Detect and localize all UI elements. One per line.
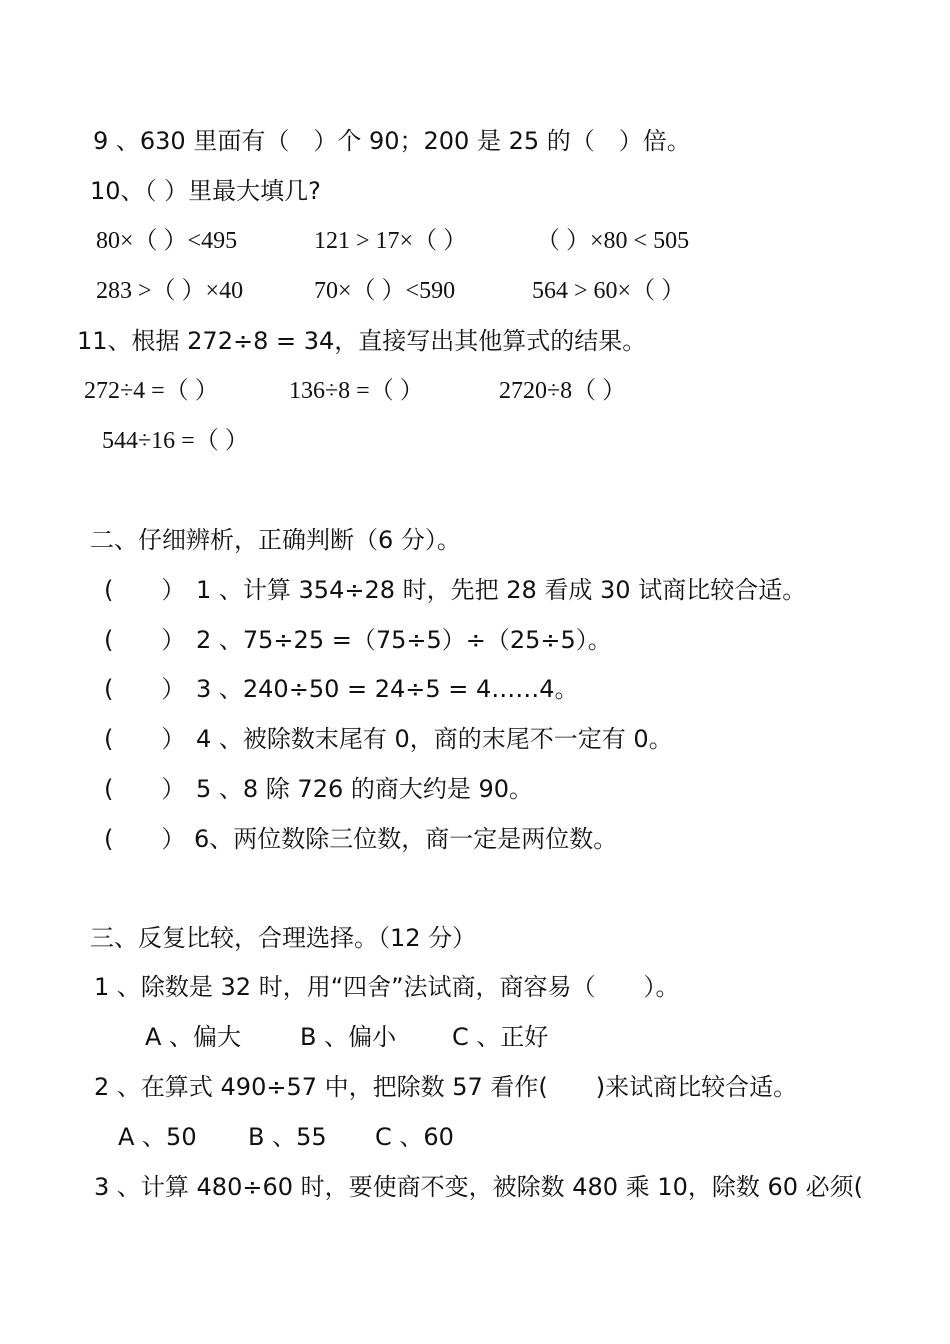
option-b: B 、偏小: [300, 1023, 397, 1051]
option-c: C 、正好: [452, 1023, 549, 1051]
q11-expr: 544÷16 =（ ）: [102, 428, 249, 454]
judge-item-4: [104, 724, 864, 754]
judge-item-5: [104, 774, 864, 804]
choice-q3: 3 、计算 480÷60 时，要使商不变，被除数 480 乘 10，除数 60 必须(: [94, 1173, 864, 1201]
q10-expr: 283 >（ ）×40: [96, 278, 244, 304]
judge-item-3: [104, 674, 864, 704]
section2-heading: 二、仔细辨析，正确判断（6 分）。: [90, 526, 461, 554]
choice-q1-options: [145, 1022, 745, 1052]
section3-heading: 三、反复比较，合理选择。（12 分）: [90, 924, 477, 952]
q11-title: 11、根据 272÷8 = 34，直接写出其他算式的结果。: [77, 327, 647, 355]
answer-paren: ( ）: [104, 775, 186, 803]
judge-text: 2 、75÷25 =（75÷5）÷（25÷5）。: [196, 626, 612, 654]
q11-row-2: [102, 426, 249, 456]
q10-title: 10、（ ）里最大填几?: [90, 177, 321, 205]
q11-expr: 136÷8 =（ ）: [289, 378, 424, 404]
q10-row-2: [96, 276, 856, 306]
q10-expr: 70×（ ）<590: [314, 278, 456, 304]
choice-q2-options: [118, 1122, 718, 1152]
judge-text: 1 、计算 354÷28 时，先把 28 看成 30 试商比较合适。: [196, 576, 807, 604]
choice-q2: 2 、在算式 490÷57 中，把除数 57 看作( )来试商比较合适。: [94, 1073, 798, 1101]
option-c: C 、60: [375, 1123, 454, 1151]
judge-item-1: [104, 575, 864, 605]
judge-item-6: [104, 824, 864, 854]
judge-text: 6、两位数除三位数，商一定是两位数。: [194, 825, 618, 853]
answer-paren: ( ）: [104, 626, 186, 654]
q11-row-1: [84, 376, 844, 406]
q10-expr: （ ）×80 < 505: [536, 228, 690, 254]
q9-line: 9 、630 里面有（ ）个 90；200 是 25 的（ ）倍。: [93, 127, 691, 155]
answer-paren: ( ）: [104, 725, 186, 753]
option-a: A 、偏大: [145, 1023, 242, 1051]
q10-row-1: [96, 226, 856, 256]
q10-expr: 80×（ ）<495: [96, 228, 238, 254]
option-b: B 、55: [248, 1123, 327, 1151]
answer-paren: ( ）: [104, 576, 186, 604]
judge-text: 4 、被除数末尾有 0，商的末尾不一定有 0。: [196, 725, 673, 753]
answer-paren: ( ）: [104, 675, 186, 703]
answer-paren: ( ）: [104, 825, 186, 853]
judge-text: 5 、8 除 726 的商大约是 90。: [196, 775, 534, 803]
q10-expr: 564 > 60×（ ）: [532, 278, 686, 304]
q10-expr: 121 > 17×（ ）: [314, 228, 468, 254]
choice-q1: 1 、除数是 32 时，用“四舍”法试商，商容易（ ）。: [94, 973, 680, 1001]
option-a: A 、50: [118, 1123, 197, 1151]
judge-text: 3 、240÷50 = 24÷5 = 4……4。: [196, 675, 579, 703]
judge-item-2: [104, 625, 864, 655]
q11-expr: 272÷4 =（ ）: [84, 378, 219, 404]
q11-expr: 2720÷8（ ）: [499, 378, 627, 404]
